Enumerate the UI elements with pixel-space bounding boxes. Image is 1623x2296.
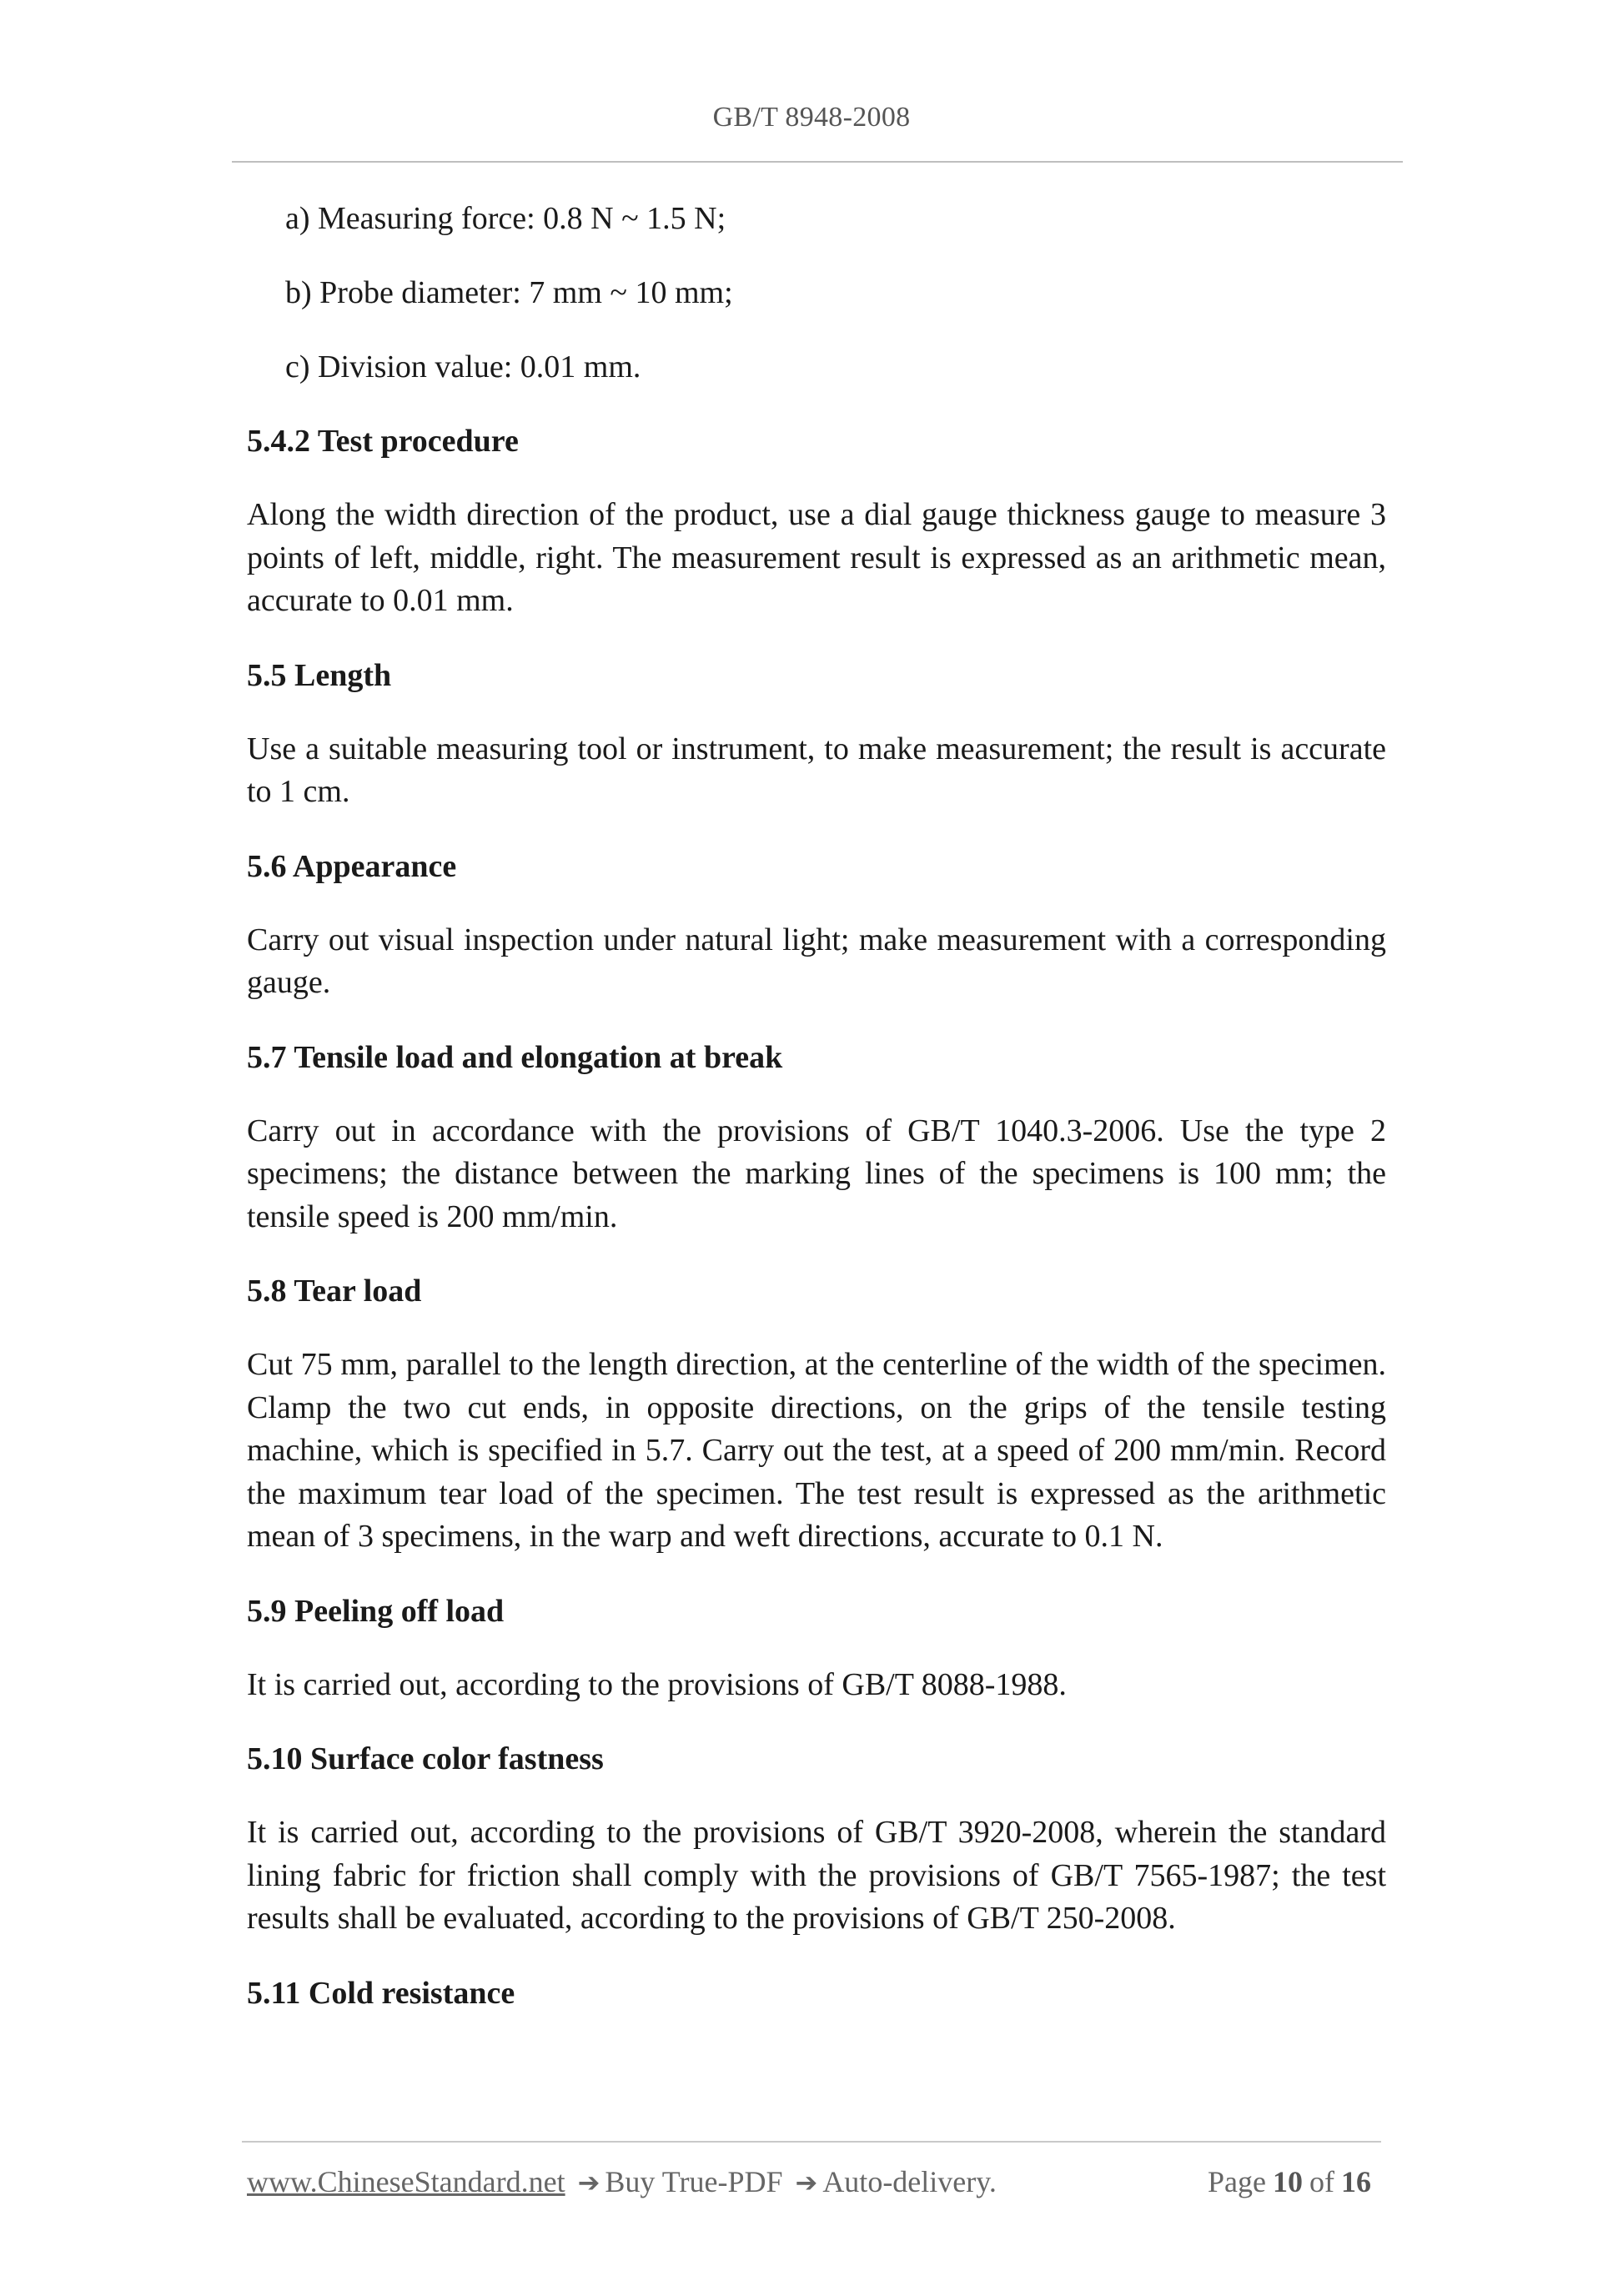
section-text-5-6: Carry out visual inspection under natural light; make measurement with a corresponding gauge. [247, 922, 1386, 1000]
section-text-5-5: Use a suitable measuring tool or instrument, to make measurement; the result is accurate to 1 cm. [247, 731, 1386, 809]
page-footer [247, 2160, 1378, 2203]
section-heading-5-6: 5.6 Appearance [247, 848, 457, 884]
section-text-5-7: Carry out in accordance with the provisions of GB/T 1040.3-2006. Use the type 2 specimens; the distance between the marking lines of the specimens is 100 mm; the tensile speed is 200 mm/min. [247, 1113, 1386, 1234]
section-heading-5-5: 5.5 Length [247, 657, 392, 693]
total-pages: 16 [1341, 2165, 1371, 2198]
document-id-header: GB/T 8948-2008 [712, 102, 911, 133]
section-heading-5-10: 5.10 Surface color fastness [247, 1741, 604, 1776]
arrow-right-icon: ➔ [795, 2167, 818, 2198]
current-page: 10 [1273, 2165, 1303, 2198]
section-heading-5-8: 5.8 Tear load [247, 1274, 422, 1309]
section-heading-5-11: 5.11 Cold resistance [247, 1975, 515, 2011]
of-label: of [1309, 2165, 1334, 2198]
page-label: Page [1208, 2165, 1266, 2198]
header-divider [232, 161, 1403, 163]
arrow-right-icon: ➔ [577, 2167, 600, 2198]
list-item: b) Probe diameter: 7 mm ~ 10 mm; [285, 275, 733, 310]
footer-promo [247, 2160, 997, 2204]
section-heading-5-4-2: 5.4.2 Test procedure [247, 424, 519, 459]
website-link[interactable]: www.ChineseStandard.net [247, 2165, 565, 2198]
section-text-5-9: It is carried out, according to the provisions of GB/T 8088-1988. [247, 1666, 1067, 1702]
section-text-5-10: It is carried out, according to the provisions of GB/T 3920-2008, wherein the standard lining fabric for friction shall comply with the provisions of GB/T 7565-1987; the test results shall be evaluated, according to the provisions of GB/T 250-2008. [247, 1815, 1386, 1936]
list-item: c) Division value: 0.01 mm. [285, 349, 641, 384]
page-content [247, 197, 1386, 2046]
buy-pdf-text: Buy True-PDF [605, 2165, 783, 2198]
section-heading-5-7: 5.7 Tensile load and elongation at break [247, 1039, 783, 1075]
footer-divider [242, 2141, 1381, 2143]
page-number [1208, 2160, 1378, 2203]
auto-delivery-text: Auto-delivery. [822, 2165, 997, 2198]
section-text-5-8: Cut 75 mm, parallel to the length direction, at the centerline of the width of the specimen. Clamp the two cut ends, in opposite directions, on the grips of the tensile testing machine, which is specified in 5.7. Carry out the test, at a speed of 200 mm/min. Record the maximum tear load of the specimen. The test result is expressed as the arithmetic mean of 3 specimens, in the warp and weft directions, accurate to 0.1 N. [247, 1347, 1386, 1554]
section-text-5-4-2: Along the width direction of the product, use a dial gauge thickness gauge to measure 3 points of left, middle, right. The measurement result is expressed as an arithmetic mean, accurate to 0.01 mm. [247, 497, 1386, 618]
section-heading-5-9: 5.9 Peeling off load [247, 1593, 505, 1629]
list-item: a) Measuring force: 0.8 N ~ 1.5 N; [285, 201, 726, 236]
